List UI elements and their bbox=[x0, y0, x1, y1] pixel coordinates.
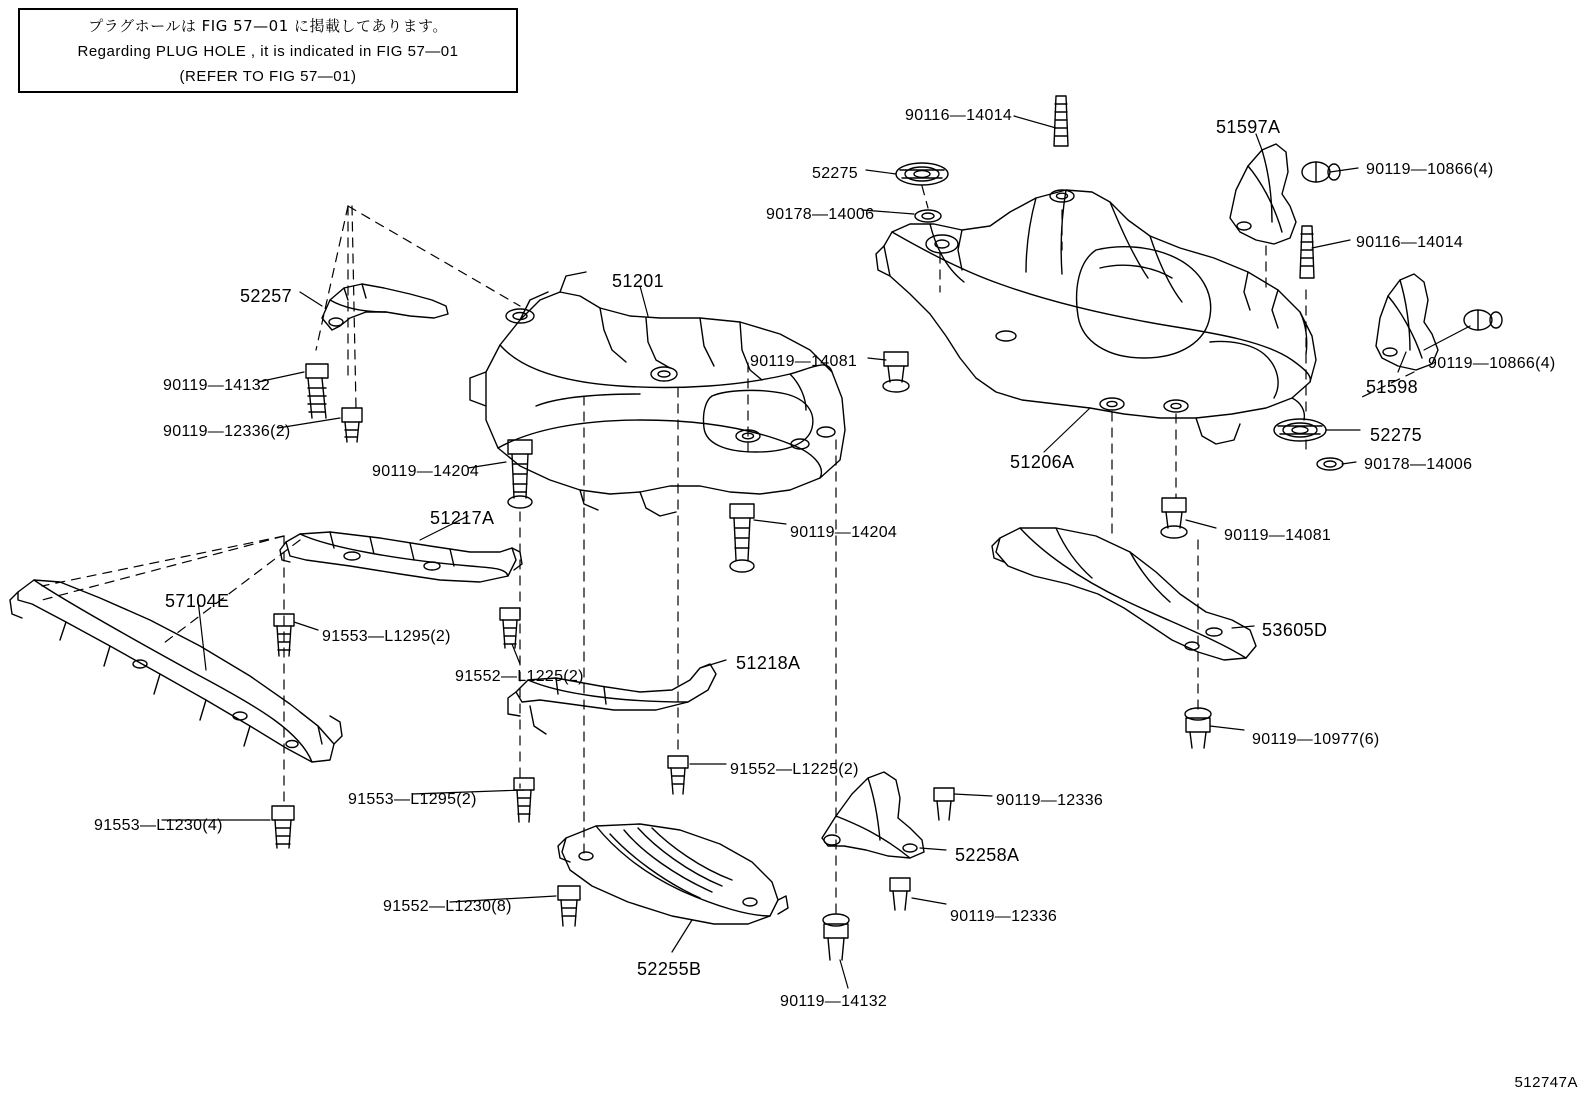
fastener-90119-12336-lower bbox=[890, 878, 910, 910]
fastener-90119-14204-upper bbox=[508, 440, 532, 508]
leader-lines bbox=[162, 116, 1473, 988]
part-label: 90116—14014 bbox=[905, 107, 1013, 124]
fastener-90119-10866-upper bbox=[1302, 162, 1340, 182]
part-label: 52255B bbox=[637, 959, 702, 979]
part-label: 90119—12336(2) bbox=[163, 423, 291, 440]
fastener-90119-10977 bbox=[1185, 708, 1211, 748]
part-52257-bracket bbox=[322, 284, 448, 330]
part-label: 52275 bbox=[1370, 425, 1423, 445]
part-label: 90119—10866(4) bbox=[1366, 161, 1494, 178]
part-label: 57104E bbox=[165, 591, 230, 611]
diagram-id: 512747A bbox=[1514, 1074, 1578, 1091]
part-label: 51206A bbox=[1010, 452, 1075, 472]
part-label: 53605D bbox=[1262, 620, 1328, 640]
fastener-90119-14132-left bbox=[306, 364, 328, 418]
part-label: 90178—14006 bbox=[1364, 456, 1473, 473]
part-52255B-cover bbox=[558, 824, 788, 924]
fastener-90119-12336-left bbox=[342, 408, 362, 442]
part-label: 51201 bbox=[612, 271, 665, 291]
fastener-91552-L1225-upper bbox=[500, 608, 520, 648]
part-label: 91553—L1230(4) bbox=[94, 817, 223, 834]
part-label: 90119—10866(4) bbox=[1428, 355, 1556, 372]
fastener-91552-L1225-lower bbox=[668, 756, 688, 794]
part-label: 90119—14081 bbox=[1224, 527, 1332, 544]
fastener-90178-14006-lower bbox=[1317, 458, 1343, 470]
part-label: 51217A bbox=[430, 508, 495, 528]
part-label: 52257 bbox=[240, 286, 293, 306]
fastener-52275-lower bbox=[1274, 419, 1326, 441]
note-line-ref: (REFER TO FIG 57—01) bbox=[179, 68, 357, 85]
part-label: 90119—14132 bbox=[780, 993, 888, 1010]
part-label: 90119—14204 bbox=[790, 524, 898, 541]
part-label: 90119—14132 bbox=[163, 377, 271, 394]
part-label: 90119—12336 bbox=[950, 908, 1058, 925]
note-line-jp: プラグホールは FIG 57—01 に掲載してあります。 bbox=[88, 17, 448, 35]
part-label: 91552—L1225(2) bbox=[455, 668, 584, 685]
part-53605D-brace bbox=[992, 528, 1256, 660]
part-label: 52258A bbox=[955, 845, 1020, 865]
fastener-90178-14006-upper bbox=[915, 210, 941, 222]
fastener-90116-14014-upper bbox=[1054, 96, 1068, 146]
fastener-90119-14081-left bbox=[883, 352, 909, 392]
part-label: 90119—12336 bbox=[996, 792, 1104, 809]
fastener-91553-L1295-lower bbox=[514, 778, 534, 822]
part-label: 91552—L1225(2) bbox=[730, 761, 859, 778]
part-label: 90119—14204 bbox=[372, 463, 480, 480]
part-51201-crossmember bbox=[470, 272, 845, 516]
fastener-91553-L1295-upper bbox=[274, 614, 294, 656]
part-label: 90119—10977(6) bbox=[1252, 731, 1380, 748]
fastener-90119-14204-lower bbox=[730, 504, 754, 572]
part-52258A-bracket bbox=[822, 772, 924, 858]
fastener-90119-14132-lower bbox=[823, 914, 849, 960]
part-label: 90178—14006 bbox=[766, 206, 875, 223]
part-label: 51597A bbox=[1216, 117, 1281, 137]
fastener-90116-14014-right bbox=[1300, 226, 1314, 278]
part-label: 91553—L1295(2) bbox=[322, 628, 451, 645]
part-51217A-member bbox=[280, 532, 522, 582]
part-51206A-member bbox=[876, 190, 1316, 444]
part-label: 91552—L1230(8) bbox=[383, 898, 512, 915]
fastener-91552-L1230 bbox=[558, 886, 580, 926]
part-label: 91553—L1295(2) bbox=[348, 791, 477, 808]
fastener-90119-12336-upper bbox=[934, 788, 954, 820]
part-51597A-bracket bbox=[1230, 144, 1296, 244]
fastener-90119-10866-lower bbox=[1464, 310, 1502, 330]
fastener-91553-L1230 bbox=[272, 806, 294, 848]
part-label: 90119—14081 bbox=[750, 353, 858, 370]
note-box bbox=[18, 8, 518, 93]
part-label: 52275 bbox=[812, 165, 858, 182]
fastener-90119-14081-right bbox=[1161, 498, 1187, 538]
part-label: 51218A bbox=[736, 653, 801, 673]
note-line-en: Regarding PLUG HOLE , it is indicated in FIG 57—01 bbox=[77, 43, 459, 60]
part-label: 51598 bbox=[1366, 377, 1419, 397]
part-label: 90116—14014 bbox=[1356, 234, 1464, 251]
fastener-52275-upper bbox=[896, 163, 948, 185]
